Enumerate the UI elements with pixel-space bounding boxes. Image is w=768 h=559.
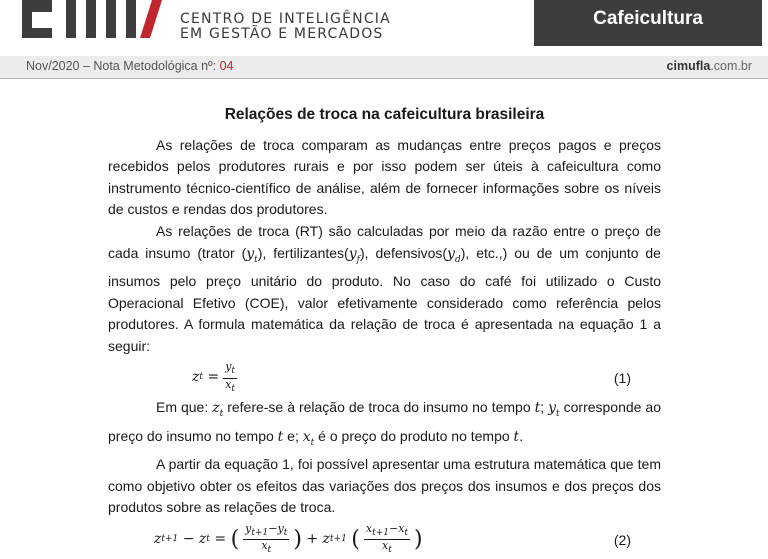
- document-body: [108, 104, 661, 559]
- p2-part-a: As relações de troca (RT) são calculadas por meio da razão entre o preço de cada insumo (trator (: [108, 222, 661, 261]
- p3-part-c: ;: [540, 399, 549, 416]
- subheader-bar: [0, 56, 768, 79]
- equation-1: [108, 357, 661, 397]
- p2-part-b: ), fertilizantes(: [257, 244, 349, 261]
- equation-2-number: (2): [613, 531, 631, 548]
- note-prefix: Nov/2020 – Nota Metodológica nº:: [26, 59, 220, 73]
- p3-part-e: e;: [283, 427, 303, 444]
- var-yf: $y_f$: [348, 245, 360, 265]
- p3-part-a: Em que:: [156, 399, 213, 416]
- site-rest: .com.br: [710, 59, 752, 73]
- var-t1: t: [534, 400, 541, 417]
- var-t2: t: [277, 428, 284, 445]
- organization-name: [180, 12, 391, 42]
- var-zt: $z_t$: [212, 400, 224, 420]
- equation-2-formula: z t+1 − z t = ( $\frac{y_{t+1}-y_t}{x_t}$ ) + z t+1 ( $\frac{x_{t+1}-x_t}{x_t}$ ): [154, 521, 423, 556]
- paragraph-1: As relações de troca comparam as mudanças entre preços pagos e preços recebidos pelos produtores rurais e por isso podem ser úteis à cafeicultura como instrumento técnico-científico de análise, além de fornecer informações sobre os níveis de custos e rendas dos produtores.: [108, 136, 661, 218]
- equation-1-number: (1): [613, 370, 631, 387]
- page-header: [0, 0, 768, 56]
- equation-1-formula: z t = $\frac{y_t}{x_t}$: [192, 360, 236, 394]
- paragraph-2: [108, 221, 661, 357]
- document-title: Relações de troca na cafeicultura brasileira: [224, 106, 545, 123]
- p2-part-d: ), etc.,) ou de um conjunto de insumos pelo preço unitário do produto. No caso do café foi utilizado o Custo Operacional Efetivo (COE), valor efetivamente considerado como referência pelos produtores. A formula matemática da relação de troca é apresentada na equação 1 a seguir:: [108, 244, 661, 354]
- org-line-2: EM GESTÃO E MERCADOS: [180, 26, 384, 42]
- site-bold: cimufla: [666, 59, 711, 73]
- p3-part-f: é o preço do produto no tempo: [314, 427, 514, 444]
- var-t3: t: [513, 428, 520, 445]
- cim-logo: [22, 0, 162, 40]
- paragraph-3: Em que: $z_t$ refere-se à relação de troca do insumo no tempo t; $y_t$ corresponde ao preço do insumo no tempo t e; $x_t$ é o preço do produto no tempo t.: [108, 399, 661, 448]
- site-link[interactable]: [667, 59, 752, 73]
- var-xt: $x_t$: [302, 428, 315, 448]
- var-yt2: $y_t$: [548, 400, 560, 420]
- org-line-1: CENTRO DE INTELIGÊNCIA: [180, 11, 391, 27]
- p3-part-b: refere-se à relação de troca do insumo no tempo: [223, 399, 535, 416]
- p3-part-d: corresponde ao preço do insumo no tempo: [108, 399, 661, 444]
- section-banner: Cafeicultura: [534, 0, 762, 46]
- var-yt: $y_t$: [246, 245, 258, 265]
- p2-part-c: ), defensivos(: [359, 244, 448, 261]
- paragraph-4: A partir da equação 1, foi possível apresentar uma estrutura matemática que tem como objetivo obter os efeitos das variações dos preços dos insumos e dos preços dos produtos sobre as relações de troca.: [108, 456, 661, 516]
- note-number: 04: [219, 59, 234, 73]
- note-label: [26, 59, 233, 73]
- var-yd: $y_d$: [447, 245, 461, 265]
